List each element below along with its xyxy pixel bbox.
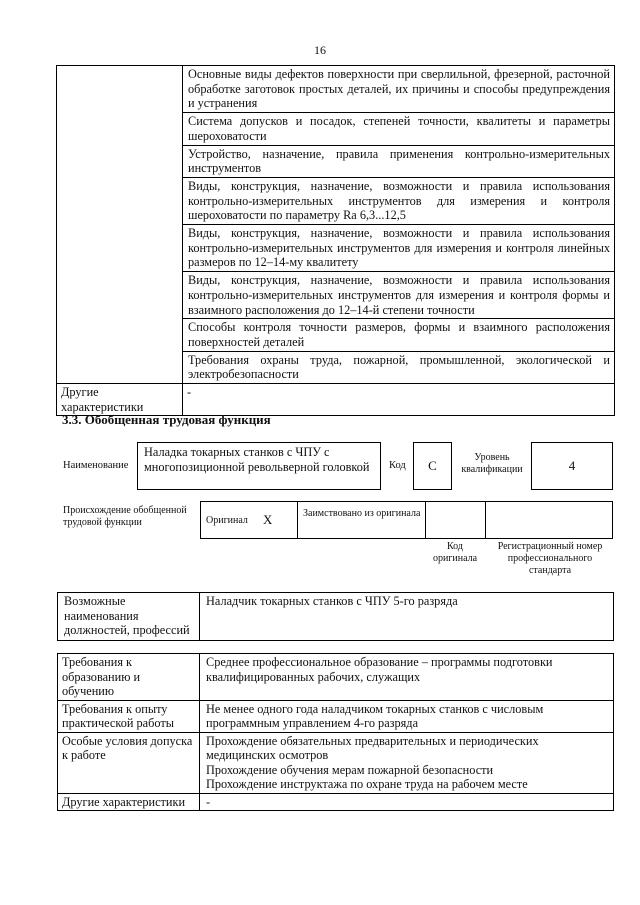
- education-label: Требования к образованию и обучению: [58, 654, 200, 701]
- positions-value: Наладчик токарных станков с ЧПУ 5-го разряда: [200, 593, 614, 641]
- admission-item: Прохождение инструктажа по охране труда на рабочем месте: [206, 777, 528, 791]
- knowledge-item: Виды, конструкция, назначение, возможности и правила использования контрольно-измерительных инструментов для измерения и контроля формы и взаимного расположения до 12–14-й степени точности: [183, 272, 615, 319]
- knowledge-item: Основные виды дефектов поверхности при сверлильной, фрезерной, расточной обработке заготовок простых деталей, их причины и способы предупреждения и устранения: [183, 66, 615, 113]
- code-value-box: С: [413, 442, 452, 490]
- original-label: Оригинал: [206, 515, 248, 526]
- table-row: [58, 700, 614, 732]
- knowledge-item: Требования охраны труда, пожарной, промышленной, экологической и электробезопасности: [183, 351, 615, 383]
- section-heading: 3.3. Обобщенная трудовая функция: [62, 412, 271, 427]
- positions-table: [57, 592, 614, 641]
- borrowed-label: Заимствовано из оригинала: [303, 508, 421, 519]
- page-number: 16: [314, 43, 326, 57]
- admission-values: [200, 732, 614, 793]
- requirements-table: [57, 653, 614, 811]
- original-mark: X: [263, 512, 273, 527]
- admission-item: Прохождение обучения мерам пожарной безопасности: [206, 762, 494, 777]
- reg-number-caption: Регистрационный номер профессионального стандарта: [497, 541, 603, 576]
- level-label: Уровень квалификации: [461, 452, 523, 475]
- other-characteristics-value: -: [200, 793, 614, 811]
- code-label: Код: [389, 460, 406, 471]
- other-characteristics-value: -: [183, 384, 615, 416]
- name-label: Наименование: [63, 460, 129, 471]
- knowledge-item: Способы контроля точности размеров, формы и взаимного расположения поверхностей деталей: [183, 319, 615, 351]
- positions-label: Возможные наименования должностей, профессий: [58, 593, 200, 641]
- function-name-box: Наладка токарных станков с ЧПУ с многопозиционной револьверной головкой: [137, 442, 381, 490]
- knowledge-label-cell: [57, 66, 183, 384]
- other-characteristics-label: Другие характеристики: [58, 793, 200, 811]
- origin-table: [200, 501, 613, 539]
- knowledge-item: Система допусков и посадок, степеней точности, квалитеты и параметры шероховатости: [183, 113, 615, 145]
- table-row: [57, 66, 615, 113]
- admission-label: Особые условия допуска к работе: [58, 732, 200, 793]
- other-characteristics-label: Другие характеристики: [57, 384, 183, 416]
- knowledge-item: Виды, конструкция, назначение, возможности и правила использования контрольно-измерительных инструментов для измерения и контроля шероховатости по параметру Ra 6,3...12,5: [183, 177, 615, 224]
- level-value-box: 4: [531, 442, 613, 490]
- origin-label: Происхождение обобщенной трудовой функции: [63, 505, 187, 528]
- experience-value: Не менее одного года наладчиком токарных станков с числовым программным управлением 4-го разряда: [200, 700, 614, 732]
- origin-divider: [297, 501, 298, 539]
- origin-divider: [425, 501, 426, 539]
- education-value: Среднее профессиональное образование – программы подготовки квалифицированных рабочих, служащих: [200, 654, 614, 701]
- origin-divider: [485, 501, 486, 539]
- code-original-caption: Код оригинала: [432, 541, 478, 564]
- table-row: [58, 793, 614, 811]
- table-row: [58, 593, 614, 641]
- admission-item: Прохождение обязательных предварительных и периодических медицинских осмотров: [206, 733, 539, 762]
- table-row: [58, 732, 614, 793]
- knowledge-item: Устройство, назначение, правила применения контрольно-измерительных инструментов: [183, 145, 615, 177]
- knowledge-table: [56, 65, 615, 416]
- experience-label: Требования к опыту практической работы: [58, 700, 200, 732]
- knowledge-item: Виды, конструкция, назначение, возможности и правила использования контрольно-измерительных инструментов для измерения и контроля линейных размеров по 12–14-му квалитету: [183, 225, 615, 272]
- table-row: [58, 654, 614, 701]
